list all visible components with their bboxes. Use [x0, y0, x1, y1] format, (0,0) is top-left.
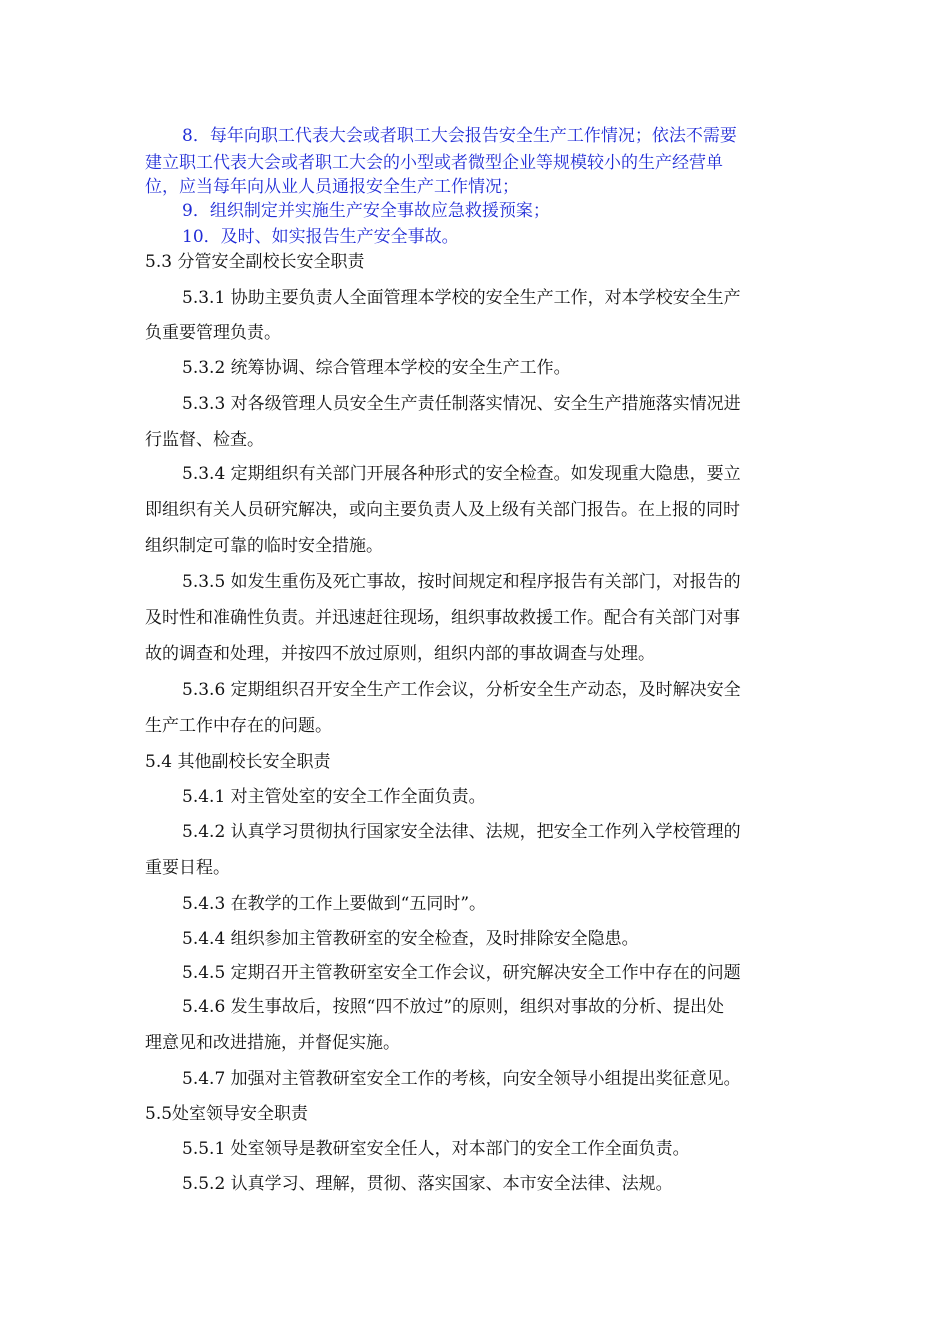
paragraph-line: 行监督、检查。	[145, 430, 264, 450]
paragraph-line: 5.4.7 加强对主管教研室安全工作的考核，向安全领导小组提出奖征意见。	[182, 1069, 741, 1089]
paragraph-line: 5.3.2 统筹协调、综合管理本学校的安全生产工作。	[182, 358, 571, 378]
intro-line: 8．每年向职工代表大会或者职工大会报告安全生产工作情况；依法不需要	[182, 126, 737, 146]
paragraph-line: 5.4.3 在教学的工作上要做到“五同时”。	[182, 894, 487, 914]
paragraph-line: 重要日程。	[145, 858, 230, 878]
paragraph-line: 5.4.5 定期召开主管教研室安全工作会议，研究解决安全工作中存在的问题	[182, 963, 741, 983]
paragraph-line: 5.4.6 发生事故后，按照“四不放过”的原则，组织对事故的分析、提出处	[182, 997, 725, 1017]
section-heading: 5.3 分管安全副校长安全职责	[145, 252, 365, 272]
section-heading: 5.5处室领导安全职责	[145, 1104, 309, 1124]
intro-line: 位，应当每年向从业人员通报安全生产工作情况；	[145, 177, 519, 197]
paragraph-line: 即组织有关人员研究解决，或向主要负责人及上级有关部门报告。在上报的同时	[145, 500, 740, 520]
paragraph-line: 负重要管理负责。	[145, 323, 281, 343]
paragraph-line: 5.5.1 处室领导是教研室安全任人，对本部门的安全工作全面负责。	[182, 1139, 690, 1159]
section-heading: 5.4 其他副校长安全职责	[145, 752, 331, 772]
paragraph-line: 5.4.2 认真学习贯彻执行国家安全法律、法规，把安全工作列入学校管理的	[182, 822, 741, 842]
paragraph-line: 故的调查和处理，并按四不放过原则，组织内部的事故调查与处理。	[145, 644, 655, 664]
paragraph-line: 及时性和准确性负责。并迅速赶往现场，组织事故救援工作。配合有关部门对事	[145, 608, 740, 628]
paragraph-line: 生产工作中存在的问题。	[145, 716, 332, 736]
paragraph-line: 5.3.1 协助主要负责人全面管理本学校的安全生产工作，对本学校安全生产	[182, 288, 741, 308]
intro-line: 建立职工代表大会或者职工大会的小型或者微型企业等规模较小的生产经营单	[145, 153, 723, 173]
paragraph-line: 5.4.1 对主管处室的安全工作全面负责。	[182, 787, 486, 807]
paragraph-line: 5.4.4 组织参加主管教研室的安全检查，及时排除安全隐患。	[182, 929, 639, 949]
paragraph-line: 组织制定可靠的临时安全措施。	[145, 536, 383, 556]
paragraph-line: 5.3.5 如发生重伤及死亡事故，按时间规定和程序报告有关部门，对报告的	[182, 572, 741, 592]
intro-line: 10．及时、如实报告生产安全事故。	[182, 227, 459, 247]
paragraph-line: 5.5.2 认真学习、理解，贯彻、落实国家、本市安全法律、法规。	[182, 1174, 673, 1194]
paragraph-line: 5.3.4 定期组织有关部门开展各种形式的安全检查。如发现重大隐患，要立	[182, 464, 741, 484]
paragraph-line: 理意见和改进措施，并督促实施。	[145, 1033, 400, 1053]
paragraph-line: 5.3.3 对各级管理人员安全生产责任制落实情况、安全生产措施落实情况进	[182, 394, 741, 414]
intro-line: 9．组织制定并实施生产安全事故应急救援预案；	[182, 201, 550, 221]
paragraph-line: 5.3.6 定期组织召开安全生产工作会议，分析安全生产动态，及时解决安全	[182, 680, 741, 700]
